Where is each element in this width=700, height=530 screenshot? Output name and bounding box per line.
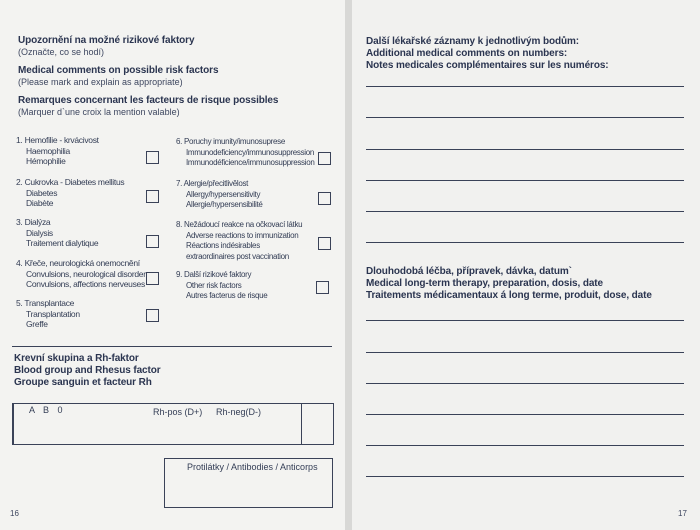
- notes-header-en: Additional medical comments on numbers:: [366, 48, 568, 59]
- notes-header-cz: Další lékařské záznamy k jednotlivým bodům:: [366, 36, 580, 47]
- section-divider: [12, 346, 332, 347]
- notes-line[interactable]: [366, 242, 684, 243]
- risk-header-cz: Upozornění na možné rizikové faktory: [18, 35, 195, 46]
- blood-groups-label: A B 0: [29, 405, 66, 415]
- risk-checkbox-1[interactable]: [146, 151, 159, 164]
- risk-checkbox-3[interactable]: [146, 235, 159, 248]
- risk-subheader-en: (Please mark and explain as appropriate): [18, 77, 183, 87]
- blood-header-en: Blood group and Rhesus factor: [14, 365, 161, 376]
- risk-subheader-cz: (Označte, co se hodí): [18, 47, 105, 57]
- rh-positive-label: Rh-pos (D+): [153, 407, 203, 417]
- notes-header-fr: Notes medicales complémentaires sur les numéros:: [366, 60, 609, 71]
- risk-checkbox-9[interactable]: [316, 281, 329, 294]
- risk-subheader-fr: (Marquer d`une croix la mention valable): [18, 107, 180, 117]
- risk-item-1: 1. Hemofilie - krvácivost Haemophilia Hémophilie: [16, 135, 99, 166]
- page-number-right: 17: [678, 509, 687, 518]
- risk-item-4: 4. Křeče, neurologická onemocnění Convulsions, neurological disorder Convulsions, affections nerveuses: [16, 258, 146, 289]
- therapy-header-fr: Traitements médicamentaux á long terme, produit, dose, date: [366, 290, 652, 301]
- book-spine: [345, 0, 352, 530]
- risk-header-en: Medical comments on possible risk factors: [18, 65, 219, 76]
- antibodies-label: Protilátky / Antibodies / Anticorps: [187, 462, 318, 472]
- right-page: [352, 0, 700, 530]
- antibodies-box[interactable]: [164, 458, 333, 508]
- risk-checkbox-5[interactable]: [146, 309, 159, 322]
- left-page: [0, 0, 345, 530]
- risk-checkbox-4[interactable]: [146, 272, 159, 285]
- risk-checkbox-8[interactable]: [318, 237, 331, 250]
- notes-line[interactable]: [366, 117, 684, 118]
- notes-line[interactable]: [366, 211, 684, 212]
- page-number-left: 16: [10, 509, 19, 518]
- risk-checkbox-2[interactable]: [146, 190, 159, 203]
- therapy-header-cz: Dlouhodobá léčba, přípravek, dávka, datum`: [366, 266, 572, 277]
- risk-item-3: 3. Dialýza Dialysis Traitement dialytique: [16, 217, 99, 248]
- risk-checkbox-7[interactable]: [318, 192, 331, 205]
- risk-item-8: 8. Nežádoucí reakce na očkovací látku Adverse reactions to immunization Réactions indésirables extraordinaires post vaccination: [176, 220, 303, 261]
- rh-negative-label: Rh-neg(D-): [216, 407, 262, 417]
- risk-item-2: 2. Cukrovka - Diabetes mellitus Diabetes Diabète: [16, 177, 125, 208]
- notes-line[interactable]: [366, 86, 684, 87]
- therapy-header-en: Medical long-term therapy, preparation, dosis, date: [366, 278, 603, 289]
- therapy-line[interactable]: [366, 445, 684, 446]
- risk-item-9: 9. Další rizikové faktory Other risk factors Autres facterus de risque: [176, 270, 268, 300]
- therapy-line[interactable]: [366, 414, 684, 415]
- blood-group-box[interactable]: [12, 403, 334, 445]
- risk-header-fr: Remarques concernant les facteurs de risque possibles: [18, 95, 279, 106]
- therapy-line[interactable]: [366, 476, 684, 477]
- notes-line[interactable]: [366, 180, 684, 181]
- risk-item-6: 6. Poruchy imunity/imunosuprese Immunodeficiency/immunosuppression Immunodéficience/immunosuppression: [176, 137, 315, 167]
- blood-header-cz: Krevní skupina a Rh-faktor: [14, 353, 139, 364]
- risk-item-7: 7. Alergie/přecitlivělost Allergy/hypersensitivity Allergie/hypersensibilité: [176, 179, 263, 209]
- risk-item-5: 5. Transplantace Transplantation Greffe: [16, 298, 80, 329]
- notes-line[interactable]: [366, 149, 684, 150]
- blood-header-fr: Groupe sanguin et facteur Rh: [14, 377, 152, 388]
- therapy-line[interactable]: [366, 320, 684, 321]
- therapy-line[interactable]: [366, 352, 684, 353]
- therapy-line[interactable]: [366, 383, 684, 384]
- risk-checkbox-6[interactable]: [318, 152, 331, 165]
